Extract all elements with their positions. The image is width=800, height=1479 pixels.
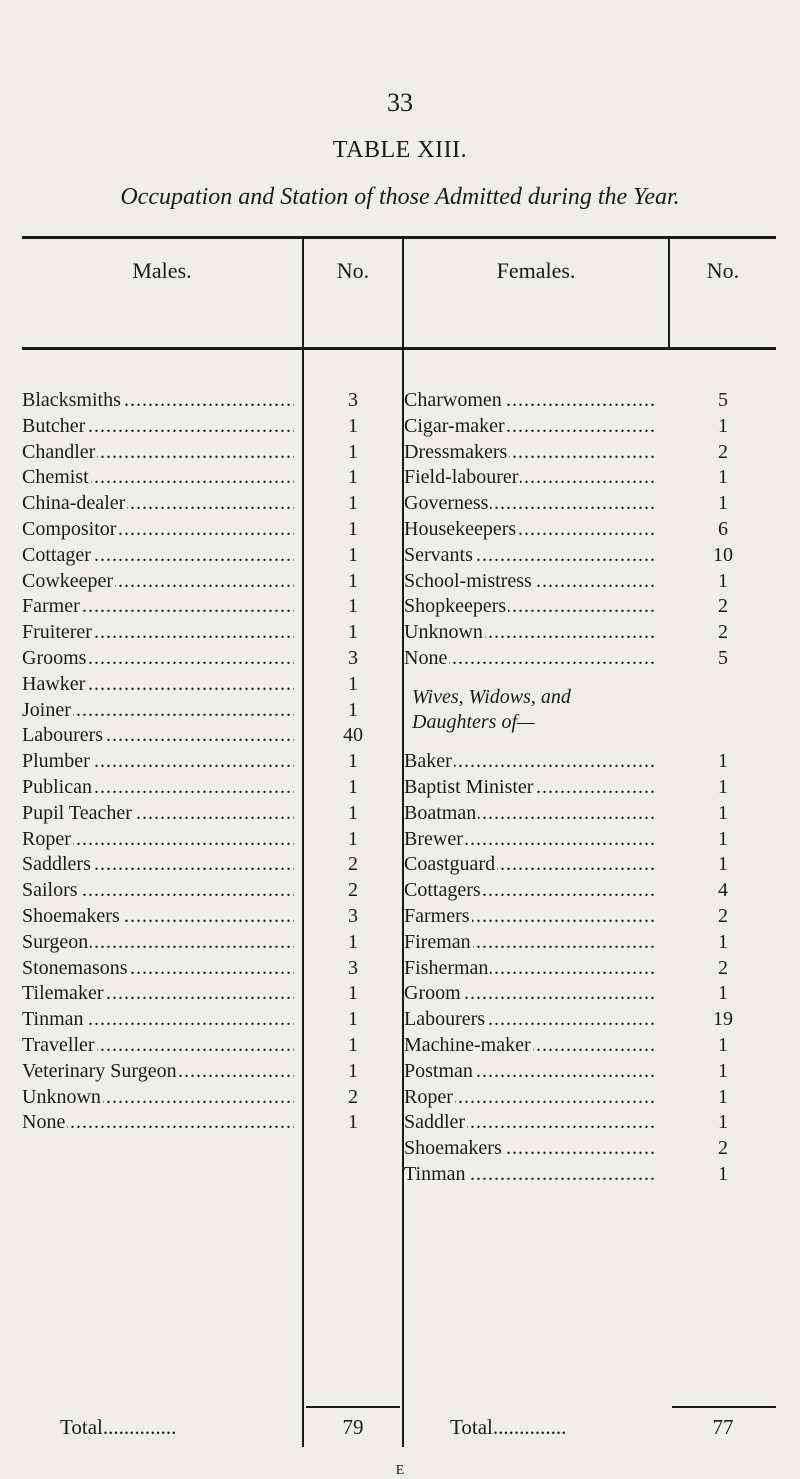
count-value: 1 bbox=[348, 1111, 358, 1134]
count-value: 1 bbox=[348, 466, 358, 489]
count-value: 1 bbox=[348, 750, 358, 773]
table-subtitle: Occupation and Station of those Admitted during the Year. bbox=[120, 184, 680, 210]
occupation-label: Farmers ..... bbox=[404, 904, 656, 930]
occupation-label: Chemist ..... bbox=[22, 465, 294, 491]
count-value: 1 bbox=[348, 672, 358, 695]
count-value: 1 bbox=[718, 1111, 728, 1134]
table-top-rule bbox=[22, 236, 776, 239]
count-value: 1 bbox=[718, 1033, 728, 1056]
count-value: 5 bbox=[718, 389, 728, 411]
count-value: 1 bbox=[718, 1059, 728, 1082]
header-no-males: No. bbox=[336, 258, 370, 283]
count-value: 2 bbox=[348, 1085, 358, 1108]
occupation-label: Dressmakers ..... bbox=[404, 440, 656, 466]
females-total-rule bbox=[672, 1406, 776, 1408]
males-total-value: 79 bbox=[342, 1415, 364, 1439]
occupation-label: Fireman ..... bbox=[404, 930, 656, 956]
header-males: Males. bbox=[132, 258, 192, 283]
count-value: 1 bbox=[348, 595, 358, 618]
count-value: 1 bbox=[348, 492, 358, 515]
count-value: 2 bbox=[348, 853, 358, 876]
males-name-column bbox=[22, 388, 294, 1136]
wives-section-heading: Wives, Widows, and Daughters of— bbox=[412, 685, 571, 734]
occupation-label: Plumber ..... bbox=[22, 749, 294, 775]
occupation-label: Saddler ..... bbox=[404, 1110, 656, 1136]
occupation-label: Cottagers ..... bbox=[404, 878, 656, 904]
count-value: 1 bbox=[718, 492, 728, 515]
footer-signature: E bbox=[395, 1463, 405, 1478]
count-value: 1 bbox=[718, 775, 728, 798]
occupation-label: Publican ..... bbox=[22, 775, 294, 801]
count-value: 2 bbox=[718, 1137, 728, 1160]
occupation-label: Unknown ..... bbox=[22, 1085, 294, 1111]
occupation-label: Surgeon ..... bbox=[22, 930, 294, 956]
count-value: 1 bbox=[348, 440, 358, 463]
count-value: 1 bbox=[348, 517, 358, 540]
occupation-label: Joiner ..... bbox=[22, 698, 294, 724]
count-value: 1 bbox=[718, 569, 728, 592]
table-title: TABLE XIII. bbox=[332, 137, 468, 163]
occupation-label: Field-labourer ..... bbox=[404, 465, 656, 491]
occupation-label: Shoemakers ..... bbox=[22, 904, 294, 930]
occupation-label: Groom ..... bbox=[404, 981, 656, 1007]
count-value: 1 bbox=[348, 801, 358, 824]
count-value: 1 bbox=[348, 1033, 358, 1056]
occupation-label: Blacksmiths ..... bbox=[22, 388, 294, 414]
occupation-label: Butcher ..... bbox=[22, 414, 294, 440]
occupation-label: Tinman ..... bbox=[404, 1162, 656, 1188]
count-value: 1 bbox=[348, 827, 358, 850]
count-value: 1 bbox=[718, 1162, 728, 1185]
males-number-column bbox=[304, 388, 402, 1136]
occupation-label: Labourers ..... bbox=[22, 723, 294, 749]
females-total-value: 77 bbox=[712, 1415, 734, 1439]
occupation-label: Compositor ..... bbox=[22, 517, 294, 543]
males-total-rule bbox=[306, 1406, 400, 1408]
count-value: 1 bbox=[348, 414, 358, 437]
occupation-label: Boatman ..... bbox=[404, 801, 656, 827]
occupation-label: Pupil Teacher ..... bbox=[22, 801, 294, 827]
occupation-label: None ..... bbox=[22, 1110, 294, 1136]
count-value: 1 bbox=[348, 982, 358, 1005]
occupation-label: None ..... bbox=[404, 646, 656, 672]
occupation-label: Roper ..... bbox=[22, 827, 294, 853]
occupation-label: Cigar-maker ..... bbox=[404, 414, 656, 440]
count-value: 5 bbox=[718, 646, 728, 669]
count-value: 1 bbox=[718, 853, 728, 876]
occupation-label: Fisherman ..... bbox=[404, 956, 656, 982]
occupation-label: Tinman ..... bbox=[22, 1007, 294, 1033]
count-value: 1 bbox=[348, 698, 358, 721]
males-total-label: Total.............. bbox=[60, 1415, 177, 1439]
count-value: 1 bbox=[718, 1085, 728, 1108]
count-value: 2 bbox=[348, 879, 358, 902]
count-value: 1 bbox=[348, 930, 358, 953]
count-value: 1 bbox=[348, 775, 358, 798]
occupation-label: Brewer ..... bbox=[404, 827, 656, 853]
count-value: 3 bbox=[348, 904, 358, 927]
count-value: 19 bbox=[713, 1008, 733, 1031]
occupation-label: Baptist Minister ..... bbox=[404, 775, 656, 801]
count-value: 10 bbox=[713, 543, 733, 566]
occupation-label: China-dealer ..... bbox=[22, 491, 294, 517]
occupation-label: Labourers ..... bbox=[404, 1007, 656, 1033]
count-value: 1 bbox=[718, 827, 728, 850]
occupation-label: Chandler ..... bbox=[22, 440, 294, 466]
occupation-label: Farmer ..... bbox=[22, 594, 294, 620]
occupation-label: Machine-maker ..... bbox=[404, 1033, 656, 1059]
occupation-label: Coastguard ..... bbox=[404, 852, 656, 878]
count-value: 2 bbox=[718, 621, 728, 644]
count-value: 3 bbox=[348, 956, 358, 979]
occupation-label: Charwomen ..... bbox=[404, 388, 656, 414]
header-females: Females. bbox=[496, 258, 576, 283]
page-number: 33 bbox=[387, 88, 413, 117]
occupation-label: Tilemaker ..... bbox=[22, 981, 294, 1007]
count-value: 2 bbox=[718, 595, 728, 618]
occupation-label: Hawker ..... bbox=[22, 672, 294, 698]
count-value: 1 bbox=[348, 569, 358, 592]
count-value: 1 bbox=[718, 982, 728, 1005]
occupation-label: Fruiterer ..... bbox=[22, 620, 294, 646]
occupation-label: Baker ..... bbox=[404, 749, 656, 775]
count-value: 4 bbox=[718, 879, 728, 902]
occupation-label: Postman ..... bbox=[404, 1059, 656, 1085]
occupation-label: Cottager ..... bbox=[22, 543, 294, 569]
females-total-label: Total.............. bbox=[450, 1415, 567, 1439]
column-divider-3 bbox=[668, 237, 670, 349]
occupation-label: Sailors ..... bbox=[22, 878, 294, 904]
count-value: 1 bbox=[348, 621, 358, 644]
count-value: 3 bbox=[348, 646, 358, 669]
count-value: 1 bbox=[348, 1059, 358, 1082]
occupation-label: Grooms ..... bbox=[22, 646, 294, 672]
occupation-label: Shoemakers ..... bbox=[404, 1136, 656, 1162]
occupation-label: Roper ..... bbox=[404, 1085, 656, 1111]
occupation-label: Shopkeepers ..... bbox=[404, 594, 656, 620]
occupation-label: Servants ..... bbox=[404, 543, 656, 569]
count-value: 2 bbox=[718, 904, 728, 927]
occupation-label: School-mistress ..... bbox=[404, 569, 656, 595]
count-value: 3 bbox=[348, 389, 358, 411]
header-no-females: No. bbox=[706, 258, 740, 283]
females-number-column bbox=[670, 388, 776, 1188]
occupation-label: Traveller ..... bbox=[22, 1033, 294, 1059]
occupation-label: Housekeepers ..... bbox=[404, 517, 656, 543]
count-value: 40 bbox=[343, 724, 363, 747]
count-value: 1 bbox=[718, 414, 728, 437]
count-value: 1 bbox=[348, 1008, 358, 1031]
occupation-label: Unknown ..... bbox=[404, 620, 656, 646]
occupation-label: Stonemasons ..... bbox=[22, 956, 294, 982]
count-value: 6 bbox=[718, 517, 728, 540]
count-value: 2 bbox=[718, 956, 728, 979]
count-value: 1 bbox=[348, 543, 358, 566]
occupation-label: Saddlers ..... bbox=[22, 852, 294, 878]
count-value: 2 bbox=[718, 440, 728, 463]
header-bottom-rule bbox=[22, 347, 776, 350]
count-value: 1 bbox=[718, 930, 728, 953]
females-name-column bbox=[404, 388, 656, 1188]
occupation-label: Cowkeeper ..... bbox=[22, 569, 294, 595]
occupation-label: Governess ..... bbox=[404, 491, 656, 517]
count-value: 1 bbox=[718, 750, 728, 773]
count-value: 1 bbox=[718, 801, 728, 824]
count-value: 1 bbox=[718, 466, 728, 489]
occupation-label: Veterinary Surgeon ..... bbox=[22, 1059, 294, 1085]
